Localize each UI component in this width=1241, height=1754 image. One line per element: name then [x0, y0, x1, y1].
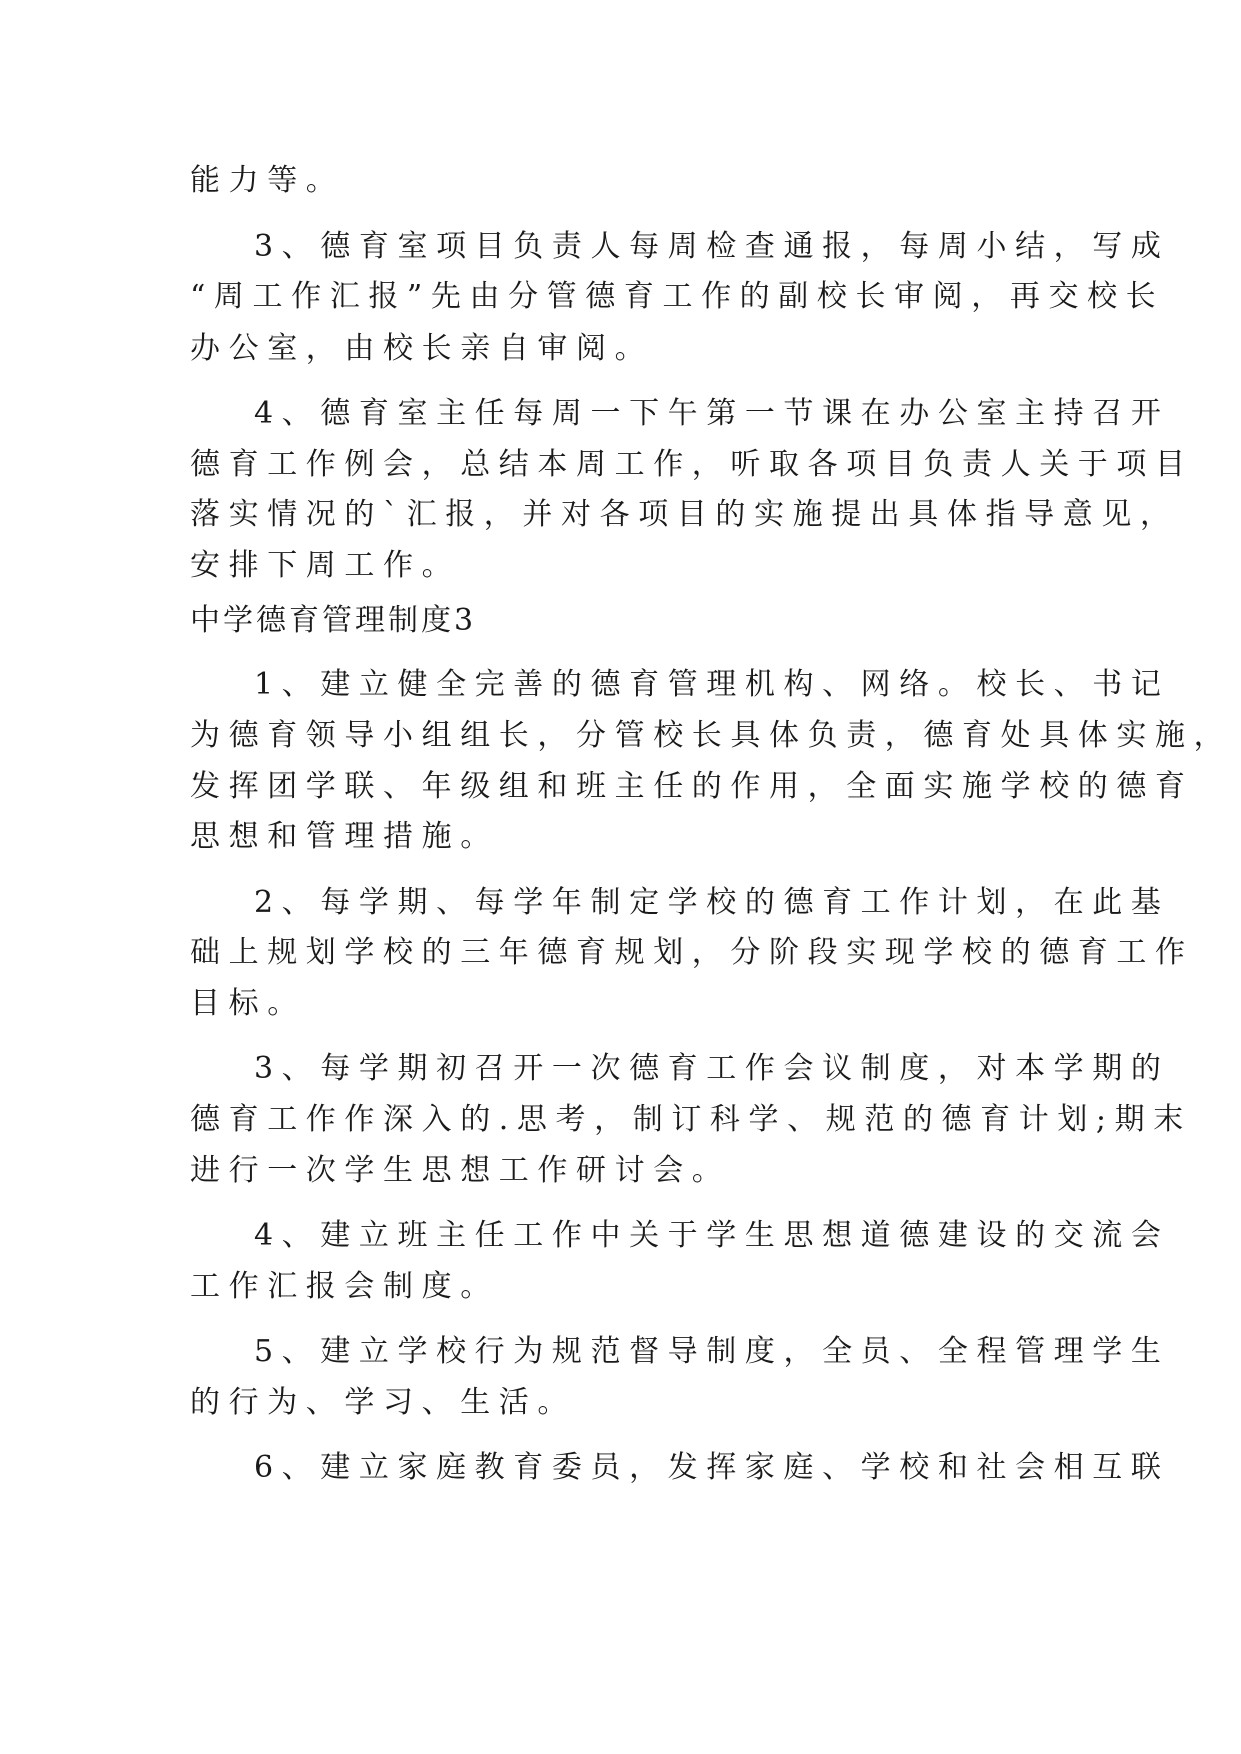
text-line: 5、建立学校行为规范督导制度，全员、全程管理学生 [254, 1334, 1170, 1369]
text-line: 础上规划学校的三年德育规划，分阶段实现学校的德育工作 [190, 935, 1194, 970]
text-line: 2、每学期、每学年制定学校的德育工作计划，在此基 [254, 885, 1170, 920]
text-line: 目标。 [190, 986, 306, 1021]
text-line: 为德育领导小组组长，分管校长具体负责，德育处具体实施， [190, 718, 1233, 753]
text-line: 4、建立班主任工作中关于学生思想道德建设的交流会 [254, 1218, 1170, 1253]
text-line: 德育工作例会，总结本周工作，听取各项目负责人关于项目 [190, 447, 1194, 482]
text-line: 能力等。 [190, 163, 345, 198]
text-line: 安排下周工作。 [190, 548, 461, 583]
text-line: 落实情况的`汇报，并对各项目的实施提出具体指导意见， [190, 497, 1179, 532]
text-line: 德育工作作深入的.思考，制订科学、规范的德育计划;期末 [190, 1102, 1192, 1137]
text-line: 思想和管理措施。 [190, 819, 499, 854]
text-line: 1、建立健全完善的德育管理机构、网络。校长、书记 [254, 667, 1170, 702]
text-line: 3、每学期初召开一次德育工作会议制度，对本学期的 [254, 1051, 1170, 1086]
text-line: 办公室，由校长亲自审阅。 [190, 331, 654, 366]
section-heading: 中学德育管理制度3 [190, 603, 477, 638]
text-line: 的行为、学习、生活。 [190, 1385, 576, 1420]
text-line: 进行一次学生思想工作研讨会。 [190, 1153, 731, 1188]
text-line: “周工作汇报”先由分管德育工作的副校长审阅，再交校长 [190, 279, 1165, 314]
text-line: 工作汇报会制度。 [190, 1269, 499, 1304]
text-line: 4、德育室主任每周一下午第一节课在办公室主持召开 [254, 396, 1170, 431]
text-line: 3、德育室项目负责人每周检查通报，每周小结，写成 [254, 229, 1170, 264]
text-line: 发挥团学联、年级组和班主任的作用，全面实施学校的德育 [190, 769, 1194, 804]
text-line: 6、建立家庭教育委员，发挥家庭、学校和社会相互联 [254, 1450, 1170, 1485]
